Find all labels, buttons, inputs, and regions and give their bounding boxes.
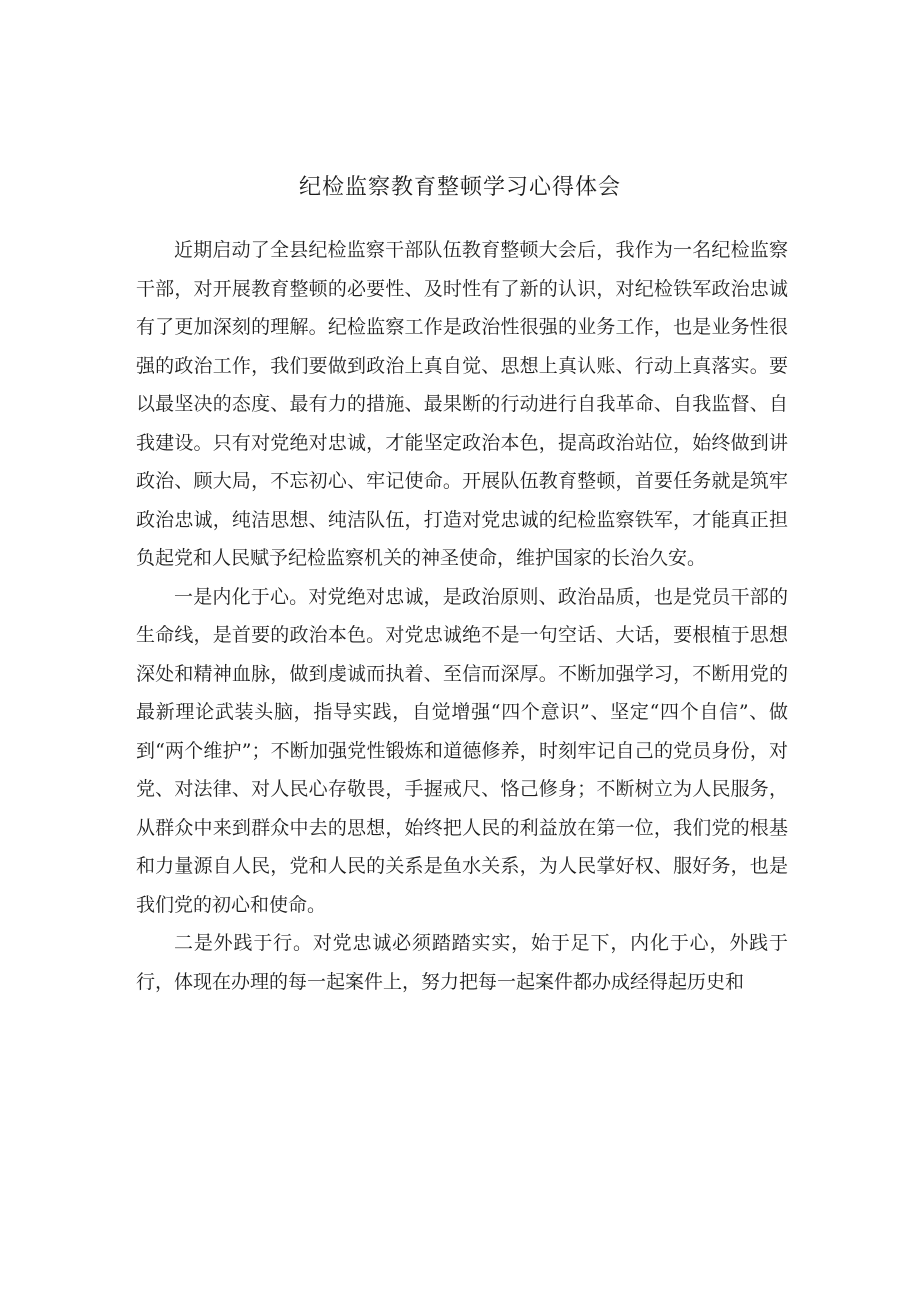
document-body — [136, 231, 788, 1001]
document-title: 纪检监察教育整顿学习心得体会 — [298, 175, 621, 200]
paragraph-practice: 二是外践于行。对党忠诚必须踏踏实实，始于足下，内化于心，外践于行，体现在办理的每一起案件上，努力把每一起案件都办成经得起历史和 — [136, 932, 788, 993]
paragraph-intro: 近期启动了全县纪检监察干部队伍教育整顿大会后，我作为一名纪检监察干部，对开展教育整顿的必要性、及时性有了新的认识，对纪检铁军政治忠诚有了更加深刻的理解。纪检监察工作是政治性很强的业务工作，也是业务性很强的政治工作，我们要做到政治上真自觉、思想上真认账、行动上真落实。要以最坚决的态度、最有力的措施、最果断的行动进行自我革命、自我监督、自我建设。只有对党绝对忠诚，才能坚定政治本色，提高政治站位，始终做到讲政治、顾大局，不忘初心、牢记使命。开展队伍教育整顿，首要任务就是筑牢政治忠诚，纯洁思想、纯洁队伍，打造对党忠诚的纪检监察铁军，才能真正担负起党和人民赋予纪检监察机关的神圣使命，维护国家的长治久安。 — [136, 239, 788, 569]
paragraph-internalize: 一是内化于心。对党绝对忠诚，是政治原则、政治品质，也是党员干部的生命线，是首要的政治本色。对党忠诚绝不是一句空话、大话，要根植于思想深处和精神血脉，做到虔诚而执着、至信而深厚。不断加强学习，不断用党的最新理论武装头脑，指导实践，自觉增强“四个意识”、坚定“四个自信”、做到“两个维护”；不断加强党性锻炼和道德修养，时刻牢记自己的党员身份，对党、对法律、对人民心存敬畏，手握戒尺、恪己修身；不断树立为人民服务，从群众中来到群众中去的思想，始终把人民的利益放在第一位，我们党的根基和力量源自人民，党和人民的关系是鱼水关系，为人民掌好权、服好务，也是我们党的初心和使命。 — [136, 585, 788, 916]
